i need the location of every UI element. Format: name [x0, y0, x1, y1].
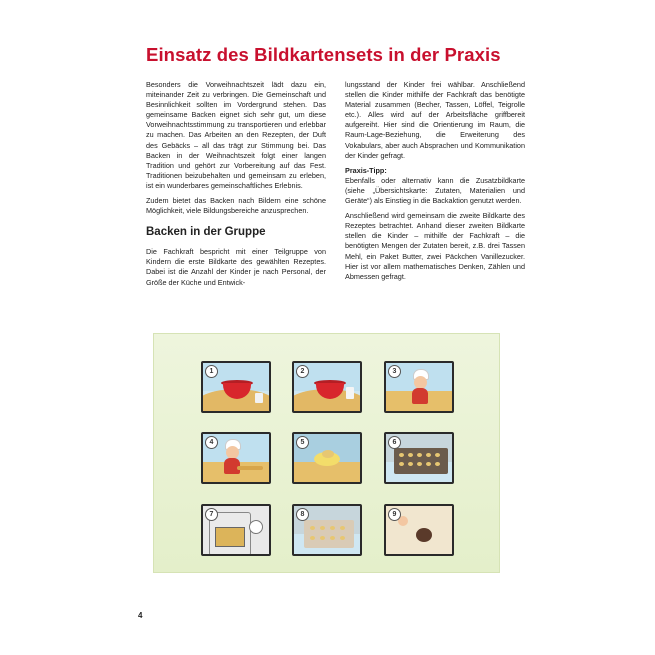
recipe-step-card [292, 361, 362, 413]
recipe-step-card [201, 504, 271, 556]
group-paragraph: Die Fachkraft bespricht mit einer Teilgruppe von Kindern die erste Bildkarte des gewählten Rezeptes. Dabei ist die Anzahl der Kinder je nach Personal, der Größe der Küche und Entwick- [146, 247, 326, 287]
recipe-step-card [201, 432, 271, 484]
recipe-step-card [384, 432, 454, 484]
recipe-card-illustration [153, 333, 500, 573]
step-number: 1 [205, 365, 218, 378]
section-heading: Backen in der Gruppe [146, 226, 266, 239]
step-number: 7 [205, 508, 218, 521]
step-number: 9 [388, 508, 401, 521]
continued-paragraph: lungsstand der Kinder frei wählbar. Anschließend stellen die Kinder mithilfe der Fachkraft das benötigte Material zusammen (Becher, Tassen, Löffel, Teigrolle etc.). Alles wird auf der Arbeitsfläche griffbereit aufgereiht. Hier sind die Orientierung im Raum, die Raum-Lage-Beziehung, die Erweiterung des Vokabulars, aber auch Absprachen und Kommunikation der Kinder gefragt. [345, 80, 525, 160]
intro-paragraph: Besonders die Vorweihnachtszeit lädt dazu ein, miteinander Zeit zu verbringen. Die Gemeinschaft und Besinnlichkeit sollten im Vordergrund stehen. Das gemeinsame Backen eignet sich sehr gut, um diese Vorweihnachtsstimmung zu transportieren und erlebbar zu machen. Das Arbeiten an den Rezepten, der Duft des Gebäcks – all das trägt zur Stimmung bei. Das Backen in der Weihnachtszeit folgt einer langen Tradition und gehört zur Vorbereitung auf das Fest. Traditionen beizubehalten und gemeinsam zu erleben, ist ein wunderbares gemeinschaftliches Erlebnis. [146, 80, 326, 190]
step-number: 4 [205, 436, 218, 449]
page-number: 4 [138, 611, 143, 620]
step-number: 5 [296, 436, 309, 449]
recipe-step-card [292, 432, 362, 484]
right-column [345, 80, 525, 287]
step-number: 6 [388, 436, 401, 449]
second-card-paragraph: Anschließend wird gemeinsam die zweite Bildkarte des Rezeptes betrachtet. Anhand dieser zweiten Bildkarte stellen die Kinder – mithilfe der Fachkraft – die benötigten Mengen der Zutaten bereit, z.B. drei Tassen Mehl, ein Paket Butter, zwei Päckchen Vanillezucker. Hier ist vor allem mathematisches Denken, Zählen und Abmessen gefragt. [345, 211, 525, 281]
recipe-step-card [292, 504, 362, 556]
recipe-step-card [384, 504, 454, 556]
tip-text: Ebenfalls oder alternativ kann die Zusatzbildkarte (siehe „Übersichtskarte: Zutaten, Materialien und Geräte“) als Einstieg in die Backaktion genutzt werden. [345, 175, 525, 206]
recipe-step-card [384, 361, 454, 413]
recipe-step-card [201, 361, 271, 413]
step-number: 2 [296, 365, 309, 378]
step-number: 3 [388, 365, 401, 378]
education-paragraph: Zudem bietet das Backen nach Bildern eine schöne Möglichkeit, viele Bildungsbereiche anzusprechen. [146, 196, 326, 216]
step-number: 8 [296, 508, 309, 521]
page-title: Einsatz des Bildkartensets in der Praxis [146, 44, 501, 65]
left-column [146, 80, 326, 293]
tip-title: Praxis-Tipp: [345, 165, 387, 175]
